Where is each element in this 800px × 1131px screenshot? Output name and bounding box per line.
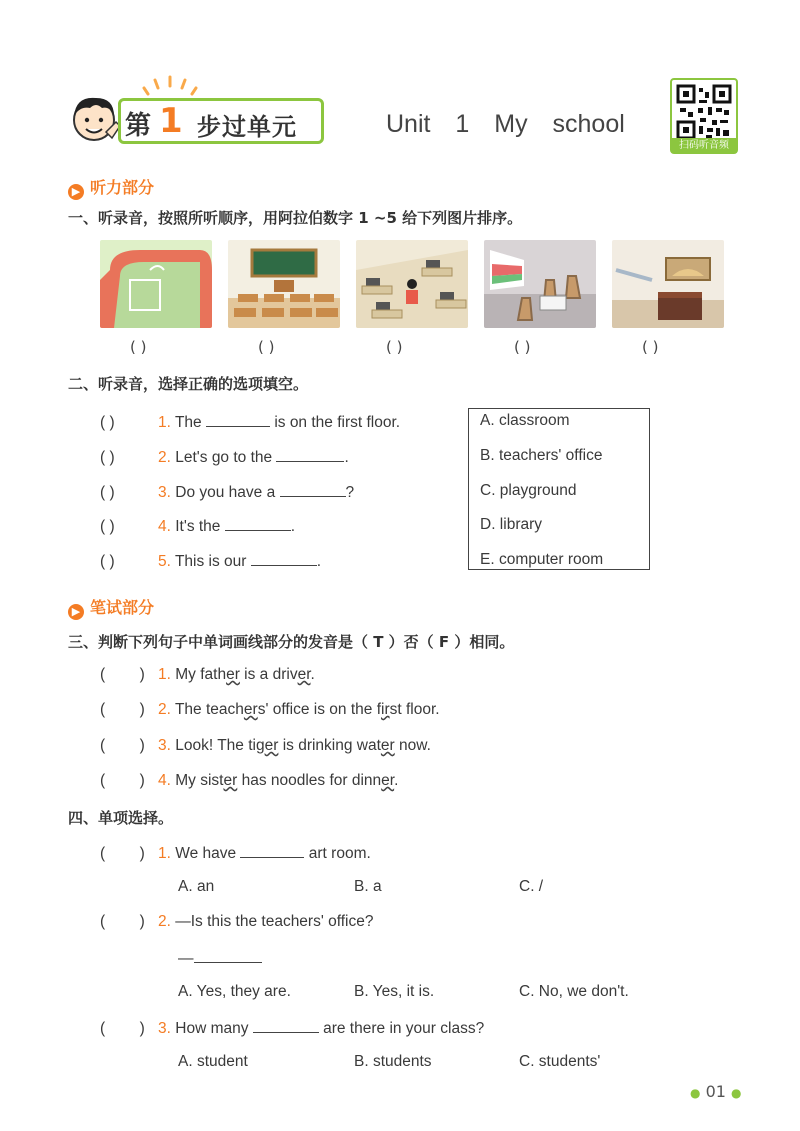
play-arrow-icon: ▶	[68, 604, 84, 620]
choice-c: C. No, we don't.	[519, 983, 629, 1000]
boy-mascot-icon	[66, 92, 122, 150]
picture-classroom	[228, 240, 340, 328]
q2-item: ( ) 2. Let's go to the .	[100, 449, 349, 466]
answer-paren-1[interactable]: ( )	[130, 338, 147, 356]
answer-paren[interactable]: ( )	[100, 1020, 145, 1037]
option-b: B. teachers' office	[480, 447, 603, 464]
page-number: ● 01 ●	[690, 1082, 742, 1101]
picture-music-room	[612, 240, 724, 328]
answer-paren-3[interactable]: ( )	[386, 338, 403, 356]
answer-paren[interactable]: ( )	[100, 701, 145, 718]
q4-item-2: ( ) 2. —Is this the teachers' office?	[100, 913, 374, 930]
dot-icon: ●	[731, 1086, 742, 1100]
fill-blank[interactable]	[194, 948, 262, 963]
answer-paren[interactable]: ( )	[100, 845, 145, 862]
sun-rays-decoration	[140, 74, 200, 100]
answer-paren[interactable]: ( )	[100, 737, 145, 754]
badge-number: 1	[159, 101, 183, 141]
choice-c: C. students'	[519, 1053, 601, 1070]
writing-section-label: 笔试部分	[90, 598, 155, 617]
badge-prefix: 第	[125, 111, 152, 141]
picture-computer-room	[356, 240, 468, 328]
answer-paren-5[interactable]: ( )	[642, 338, 659, 356]
option-d: D. library	[480, 516, 543, 533]
answer-paren[interactable]: ( )	[100, 518, 115, 535]
answer-paren-2[interactable]: ( )	[258, 338, 275, 356]
writing-section-header	[68, 595, 154, 620]
option-e: E. computer room	[480, 551, 604, 568]
answer-paren[interactable]: ( )	[100, 666, 145, 683]
qr-code-icon[interactable]	[670, 78, 738, 146]
q3-item: ( ) 1. My father is a driver.	[100, 666, 315, 683]
fill-blank[interactable]	[253, 1018, 319, 1033]
unit-step-badge	[118, 98, 324, 144]
fill-blank[interactable]	[240, 843, 304, 858]
q3-item: ( ) 2. The teachers' office is on the first floor.	[100, 701, 440, 718]
choice-b: B. Yes, it is.	[354, 983, 435, 1000]
choice-b: B. a	[354, 878, 382, 895]
dot-icon: ●	[690, 1086, 701, 1100]
q3-title: 三、判断下列句子中单词画线部分的发音是（ T ）否（ F ）相同。	[68, 633, 515, 651]
q4-item-3: ( ) 3. How many are there in your class?	[100, 1020, 485, 1037]
choice-a: A. Yes, they are.	[178, 983, 291, 1000]
answer-paren[interactable]: ( )	[100, 449, 115, 466]
q3-item: ( ) 3. Look! The tiger is drinking water now.	[100, 737, 431, 754]
q2-item: ( ) 4. It's the .	[100, 518, 296, 535]
answer-paren[interactable]: ( )	[100, 414, 115, 431]
q3-item: ( ) 4. My sister has noodles for dinner.	[100, 772, 399, 789]
answer-paren-4[interactable]: ( )	[514, 338, 531, 356]
unit-title: Unit 1 My school	[386, 110, 625, 138]
choice-a: A. student	[178, 1053, 248, 1070]
qr-caption: 扫码听音频	[670, 138, 738, 154]
fill-blank[interactable]	[206, 412, 270, 427]
play-arrow-icon: ▶	[68, 184, 84, 200]
fill-blank[interactable]	[225, 516, 291, 531]
q2-title: 二、听录音，选择正确的选项填空。	[68, 375, 309, 393]
answer-paren[interactable]: ( )	[100, 772, 145, 789]
answer-paren[interactable]: ( )	[100, 553, 115, 570]
q4-title: 四、单项选择。	[68, 809, 174, 827]
q2-item: ( ) 1. The is on the first floor.	[100, 414, 401, 431]
picture-art-room	[484, 240, 596, 328]
option-c: C. playground	[480, 482, 577, 499]
answer-paren[interactable]: ( )	[100, 484, 115, 501]
option-a: A. classroom	[480, 412, 570, 429]
listening-section-label: 听力部分	[90, 178, 155, 197]
listening-section-header	[68, 175, 154, 200]
q1-title: 一、听录音，按照所听顺序，用阿拉伯数字 1 ~5 给下列图片排序。	[68, 209, 523, 227]
picture-playground	[100, 240, 212, 328]
badge-text: 步过单元	[197, 113, 297, 141]
reply-line: —	[178, 948, 262, 968]
q2-item: ( ) 5. This is our .	[100, 553, 322, 570]
q2-item: ( ) 3. Do you have a ?	[100, 484, 355, 501]
choice-a: A. an	[178, 878, 215, 895]
fill-blank[interactable]	[280, 482, 346, 497]
choice-c: C. /	[519, 878, 544, 895]
q4-item-1: ( ) 1. We have art room.	[100, 845, 371, 862]
fill-blank[interactable]	[251, 551, 317, 566]
choice-b: B. students	[354, 1053, 432, 1070]
answer-paren[interactable]: ( )	[100, 913, 145, 930]
fill-blank[interactable]	[276, 447, 344, 462]
